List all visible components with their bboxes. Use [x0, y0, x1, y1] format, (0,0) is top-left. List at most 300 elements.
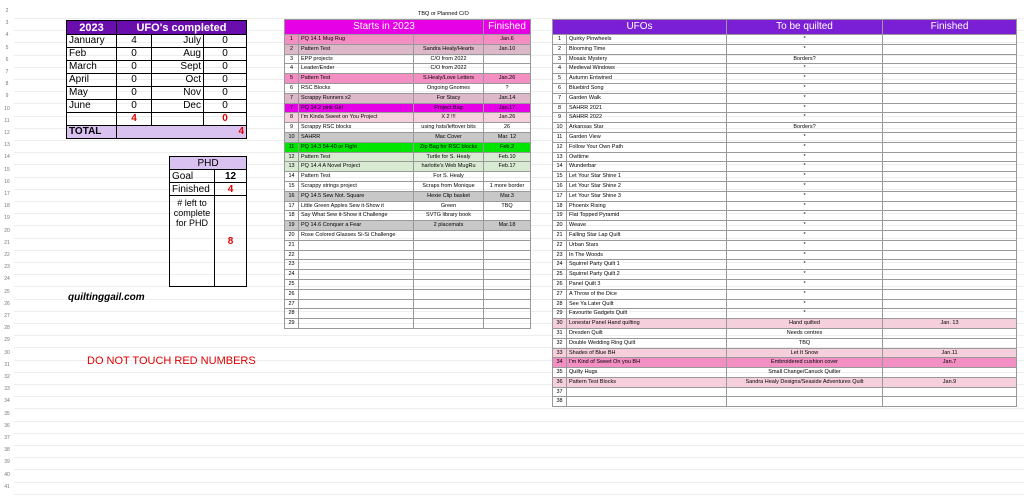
start-note[interactable]: Hexie Clip basket: [414, 191, 484, 201]
ufo-to-be-quilted[interactable]: *: [727, 44, 883, 54]
sheet-row-number[interactable]: 37: [4, 435, 10, 441]
start-number[interactable]: 12: [285, 152, 299, 162]
start-number[interactable]: 16: [285, 191, 299, 201]
start-number[interactable]: 3: [285, 54, 299, 64]
ufo-finished[interactable]: [883, 93, 1017, 103]
ufo-name[interactable]: SAHRR 2022: [567, 113, 727, 123]
ufo-number[interactable]: 25: [553, 270, 567, 280]
ufo-name[interactable]: Quilty Hugs: [567, 368, 727, 378]
start-note[interactable]: For S. Healy: [414, 172, 484, 182]
start-name[interactable]: Pattern Test: [299, 152, 414, 162]
start-number[interactable]: 7: [285, 93, 299, 103]
ufo-number[interactable]: 26: [553, 279, 567, 289]
ufo-name[interactable]: Mosaic Mystery: [567, 54, 727, 64]
ufo-number[interactable]: 6: [553, 83, 567, 93]
start-finished[interactable]: Jan.26: [484, 74, 531, 84]
ufo-to-be-quilted[interactable]: *: [727, 240, 883, 250]
ufo-to-be-quilted[interactable]: Borders?: [727, 54, 883, 64]
start-note[interactable]: [414, 240, 484, 250]
month-label[interactable]: Feb: [67, 48, 117, 61]
month-label[interactable]: May: [67, 87, 117, 100]
ufo-to-be-quilted[interactable]: *: [727, 230, 883, 240]
start-finished[interactable]: Jan.10: [484, 44, 531, 54]
sheet-row-number[interactable]: 27: [4, 313, 10, 319]
ufo-number[interactable]: 35: [553, 368, 567, 378]
ufo-to-be-quilted[interactable]: *: [727, 299, 883, 309]
start-finished[interactable]: [484, 54, 531, 64]
start-number[interactable]: 8: [285, 113, 299, 123]
sheet-row-number[interactable]: 28: [4, 325, 10, 332]
sheet-row-number[interactable]: 5: [5, 44, 9, 51]
ufo-number[interactable]: 17: [553, 191, 567, 201]
start-number[interactable]: 9: [285, 123, 299, 133]
ufo-name[interactable]: I'm Kind of Sweet On you BH: [567, 358, 727, 368]
month-count[interactable]: 0: [117, 48, 152, 61]
month-count[interactable]: 0: [204, 48, 247, 61]
ufo-number[interactable]: 38: [553, 397, 567, 407]
start-finished[interactable]: [484, 319, 531, 329]
start-finished[interactable]: [484, 211, 531, 221]
month-label[interactable]: Dec: [152, 100, 204, 113]
ufo-name[interactable]: Quirky Pinwheels: [567, 35, 727, 45]
start-note[interactable]: [414, 250, 484, 260]
start-number[interactable]: 18: [285, 211, 299, 221]
sheet-row-number[interactable]: 23: [4, 264, 10, 271]
sheet-row-number[interactable]: 38: [4, 447, 10, 454]
sheet-row-number[interactable]: 21: [4, 239, 10, 246]
sheet-row-number[interactable]: 31: [4, 361, 10, 368]
start-note[interactable]: Green: [414, 201, 484, 211]
ufo-to-be-quilted[interactable]: [727, 397, 883, 407]
ufo-name[interactable]: In The Woods: [567, 250, 727, 260]
ufo-finished[interactable]: [883, 328, 1017, 338]
ufo-to-be-quilted[interactable]: *: [727, 74, 883, 84]
ufo-finished[interactable]: [883, 397, 1017, 407]
start-number[interactable]: 2: [285, 44, 299, 54]
month-count[interactable]: 0: [117, 61, 152, 74]
month-label[interactable]: Sept: [152, 61, 204, 74]
ufo-finished[interactable]: [883, 54, 1017, 64]
month-count[interactable]: 0: [117, 74, 152, 87]
sheet-row-number[interactable]: 41: [4, 483, 10, 490]
ufo-name[interactable]: Let Your Star Shine 1: [567, 172, 727, 182]
ufo-number[interactable]: 29: [553, 309, 567, 319]
ufo-name[interactable]: Bluebird Song: [567, 83, 727, 93]
start-note[interactable]: Turtle for S. Healy: [414, 152, 484, 162]
start-name[interactable]: [299, 250, 414, 260]
start-finished[interactable]: [484, 299, 531, 309]
ufo-to-be-quilted[interactable]: TBQ: [727, 338, 883, 348]
ufo-finished[interactable]: [883, 74, 1017, 84]
start-finished[interactable]: [484, 279, 531, 289]
start-note[interactable]: C/O from 2022: [414, 64, 484, 74]
ufo-name[interactable]: Medieval Windows: [567, 64, 727, 74]
ufo-number[interactable]: 14: [553, 162, 567, 172]
sheet-row-number[interactable]: 4: [5, 32, 9, 39]
ufo-name[interactable]: Let Your Star Shine 3: [567, 191, 727, 201]
start-number[interactable]: 24: [285, 270, 299, 280]
sheet-row-number[interactable]: 11: [4, 117, 10, 124]
ufo-finished[interactable]: [883, 240, 1017, 250]
ufo-finished[interactable]: [883, 132, 1017, 142]
sheet-row-number[interactable]: 9: [5, 93, 9, 100]
month-count[interactable]: 0: [204, 61, 247, 74]
start-number[interactable]: 13: [285, 162, 299, 172]
ufo-name[interactable]: Pattern Test Blocks: [567, 377, 727, 387]
ufo-number[interactable]: 13: [553, 152, 567, 162]
start-name[interactable]: PQ 14.1 Mug Rug: [299, 35, 414, 45]
month-label[interactable]: April: [67, 74, 117, 87]
start-finished[interactable]: Feb.10: [484, 152, 531, 162]
ufo-number[interactable]: 34: [553, 358, 567, 368]
sheet-row-number[interactable]: 10: [4, 105, 10, 112]
start-number[interactable]: 7: [285, 103, 299, 113]
ufo-to-be-quilted[interactable]: *: [727, 201, 883, 211]
start-name[interactable]: [299, 309, 414, 319]
ufo-number[interactable]: 12: [553, 142, 567, 152]
ufo-number[interactable]: 2: [553, 44, 567, 54]
start-note[interactable]: [414, 270, 484, 280]
ufo-finished[interactable]: [883, 103, 1017, 113]
start-number[interactable]: 17: [285, 201, 299, 211]
month-count[interactable]: 0: [204, 35, 247, 48]
month-label[interactable]: Oct: [152, 74, 204, 87]
ufo-to-be-quilted[interactable]: *: [727, 191, 883, 201]
ufo-name[interactable]: Falling Star Lap Quilt: [567, 230, 727, 240]
sheet-row-number[interactable]: 17: [4, 191, 10, 197]
start-finished[interactable]: [484, 309, 531, 319]
ufo-finished[interactable]: [883, 142, 1017, 152]
start-name[interactable]: PQ 14.5 Sew Not. Square: [299, 191, 414, 201]
ufo-number[interactable]: 9: [553, 113, 567, 123]
start-number[interactable]: 26: [285, 289, 299, 299]
ufo-finished[interactable]: [883, 230, 1017, 240]
ufo-finished[interactable]: [883, 191, 1017, 201]
start-finished[interactable]: 1 more border: [484, 181, 531, 191]
ufo-to-be-quilted[interactable]: Let It Snow: [727, 348, 883, 358]
sheet-row-number[interactable]: 8: [5, 81, 9, 88]
month-count[interactable]: 0: [204, 100, 247, 113]
start-name[interactable]: Say What Sew it-Show it Challenge: [299, 211, 414, 221]
ufo-name[interactable]: Flat Topped Pyramid: [567, 211, 727, 221]
start-number[interactable]: 6: [285, 83, 299, 93]
start-finished[interactable]: ?: [484, 83, 531, 93]
ufo-number[interactable]: 30: [553, 319, 567, 329]
start-finished[interactable]: [484, 289, 531, 299]
start-number[interactable]: 1: [285, 35, 299, 45]
ufo-number[interactable]: 15: [553, 172, 567, 182]
ufo-finished[interactable]: [883, 299, 1017, 309]
start-name[interactable]: Pattern Test: [299, 44, 414, 54]
start-number[interactable]: 29: [285, 319, 299, 329]
sheet-row-number[interactable]: 36: [4, 422, 10, 429]
start-note[interactable]: SVTG library book: [414, 211, 484, 221]
ufo-name[interactable]: Owltime: [567, 152, 727, 162]
sheet-row-number[interactable]: 33: [4, 386, 10, 393]
start-note[interactable]: Project Bag: [414, 103, 484, 113]
month-label[interactable]: March: [67, 61, 117, 74]
start-number[interactable]: 15: [285, 181, 299, 191]
ufo-number[interactable]: 11: [553, 132, 567, 142]
ufo-name[interactable]: Favourite Gadgets Quilt: [567, 309, 727, 319]
start-number[interactable]: 5: [285, 74, 299, 84]
start-number[interactable]: 28: [285, 309, 299, 319]
sheet-row-number[interactable]: 7: [5, 69, 9, 75]
ufo-name[interactable]: Urban Stars: [567, 240, 727, 250]
ufo-to-be-quilted[interactable]: *: [727, 152, 883, 162]
start-finished[interactable]: Feb.2: [484, 142, 531, 152]
ufo-to-be-quilted[interactable]: *: [727, 64, 883, 74]
ufo-finished[interactable]: [883, 309, 1017, 319]
month-count[interactable]: 0: [117, 100, 152, 113]
start-name[interactable]: [299, 260, 414, 270]
ufo-name[interactable]: Wunderbar: [567, 162, 727, 172]
sheet-row-number[interactable]: 35: [4, 410, 10, 417]
ufo-finished[interactable]: [883, 123, 1017, 133]
ufo-number[interactable]: 24: [553, 260, 567, 270]
ufo-name[interactable]: [567, 387, 727, 397]
start-note[interactable]: [414, 230, 484, 240]
sheet-row-number[interactable]: 29: [4, 337, 10, 344]
sheet-row-number[interactable]: 39: [4, 459, 10, 466]
ufo-finished[interactable]: [883, 250, 1017, 260]
start-finished[interactable]: 26: [484, 123, 531, 133]
start-finished[interactable]: Jan.6: [484, 35, 531, 45]
ufo-finished[interactable]: [883, 64, 1017, 74]
start-name[interactable]: [299, 319, 414, 329]
start-finished[interactable]: TBQ: [484, 201, 531, 211]
ufo-to-be-quilted[interactable]: *: [727, 142, 883, 152]
ufo-finished[interactable]: [883, 172, 1017, 182]
month-label[interactable]: July: [152, 35, 204, 48]
start-finished[interactable]: [484, 240, 531, 250]
month-count[interactable]: 0: [117, 87, 152, 100]
start-name[interactable]: I'm Kinda Sweet on You Project: [299, 113, 414, 123]
start-number[interactable]: 14: [285, 172, 299, 182]
start-finished[interactable]: [484, 250, 531, 260]
ufo-name[interactable]: Garden View: [567, 132, 727, 142]
ufo-finished[interactable]: [883, 221, 1017, 231]
ufo-number[interactable]: 32: [553, 338, 567, 348]
ufo-number[interactable]: 4: [553, 64, 567, 74]
ufo-finished[interactable]: [883, 201, 1017, 211]
start-note[interactable]: [414, 260, 484, 270]
ufo-to-be-quilted[interactable]: *: [727, 289, 883, 299]
sheet-row-number[interactable]: 25: [4, 288, 10, 295]
start-finished[interactable]: [484, 172, 531, 182]
ufo-to-be-quilted[interactable]: *: [727, 132, 883, 142]
ufo-number[interactable]: 5: [553, 74, 567, 84]
start-name[interactable]: RSC Blocks: [299, 83, 414, 93]
ufo-number[interactable]: 22: [553, 240, 567, 250]
ufo-to-be-quilted[interactable]: *: [727, 83, 883, 93]
start-note[interactable]: using hsts/leftover bits: [414, 123, 484, 133]
ufo-number[interactable]: 36: [553, 377, 567, 387]
ufo-name[interactable]: See Ya Later Quilt: [567, 299, 727, 309]
ufo-number[interactable]: 3: [553, 54, 567, 64]
ufo-to-be-quilted[interactable]: [727, 387, 883, 397]
sheet-row-number[interactable]: 30: [4, 349, 10, 356]
sheet-row-number[interactable]: 22: [4, 252, 10, 258]
month-label[interactable]: Nov: [152, 87, 204, 100]
start-name[interactable]: PQ 14.3 54-40 or Fight: [299, 142, 414, 152]
ufo-name[interactable]: Squirrel Party Quilt 1: [567, 260, 727, 270]
ufo-finished[interactable]: [883, 44, 1017, 54]
ufo-number[interactable]: 7: [553, 93, 567, 103]
start-name[interactable]: [299, 279, 414, 289]
month-label[interactable]: Aug: [152, 48, 204, 61]
start-name[interactable]: Pattern Test: [299, 74, 414, 84]
ufo-finished[interactable]: [883, 113, 1017, 123]
ufo-to-be-quilted[interactable]: *: [727, 260, 883, 270]
start-note[interactable]: Zip Bag for RSC blocks: [414, 142, 484, 152]
sheet-row-number[interactable]: 14: [4, 154, 10, 161]
ufo-number[interactable]: 23: [553, 250, 567, 260]
ufo-name[interactable]: Double Wedding Ring Quilt: [567, 338, 727, 348]
sheet-row-number[interactable]: 19: [4, 215, 10, 222]
start-name[interactable]: Pattern Test: [299, 172, 414, 182]
start-finished[interactable]: Jan.17: [484, 103, 531, 113]
ufo-name[interactable]: Panel Quilt 3: [567, 279, 727, 289]
sheet-row-number[interactable]: 26: [4, 300, 10, 307]
ufo-to-be-quilted[interactable]: *: [727, 93, 883, 103]
sheet-row-number[interactable]: 2: [5, 8, 9, 14]
ufo-to-be-quilted[interactable]: *: [727, 211, 883, 221]
ufo-name[interactable]: Phoenix Rising: [567, 201, 727, 211]
start-name[interactable]: PQ 14.4 A Novel Project: [299, 162, 414, 172]
sheet-row-number[interactable]: 12: [4, 130, 10, 136]
start-finished[interactable]: Mar.3: [484, 191, 531, 201]
start-note[interactable]: C/O from 2022: [414, 54, 484, 64]
start-number[interactable]: 20: [285, 230, 299, 240]
start-name[interactable]: Scrappy strings project: [299, 181, 414, 191]
ufo-to-be-quilted[interactable]: Borders?: [727, 123, 883, 133]
ufo-finished[interactable]: [883, 270, 1017, 280]
ufo-to-be-quilted[interactable]: *: [727, 309, 883, 319]
start-name[interactable]: EPP projects: [299, 54, 414, 64]
ufo-name[interactable]: Weave: [567, 221, 727, 231]
start-number[interactable]: 10: [285, 132, 299, 142]
ufo-number[interactable]: 37: [553, 387, 567, 397]
start-name[interactable]: [299, 289, 414, 299]
start-note[interactable]: For Stacy: [414, 93, 484, 103]
ufo-number[interactable]: 16: [553, 181, 567, 191]
ufo-finished[interactable]: [883, 162, 1017, 172]
ufo-finished[interactable]: [883, 35, 1017, 45]
start-finished[interactable]: [484, 230, 531, 240]
ufo-number[interactable]: 33: [553, 348, 567, 358]
start-note[interactable]: harlotte's Web MugRu: [414, 162, 484, 172]
ufo-number[interactable]: 18: [553, 201, 567, 211]
start-note[interactable]: Sandra Healy/Hearts: [414, 44, 484, 54]
ufo-finished[interactable]: [883, 211, 1017, 221]
ufo-finished[interactable]: [883, 368, 1017, 378]
start-note[interactable]: Ongoing Gnomes: [414, 83, 484, 93]
sheet-row-number[interactable]: 20: [4, 227, 10, 234]
start-note[interactable]: 2 placemats: [414, 221, 484, 231]
sheet-row-number[interactable]: 18: [4, 203, 10, 210]
start-note[interactable]: [414, 319, 484, 329]
start-finished[interactable]: Feb.17: [484, 162, 531, 172]
month-count[interactable]: 0: [204, 87, 247, 100]
sheet-row-number[interactable]: 15: [4, 166, 10, 173]
ufo-to-be-quilted[interactable]: *: [727, 172, 883, 182]
month-count[interactable]: 0: [204, 74, 247, 87]
ufo-finished[interactable]: Jan.9: [883, 377, 1017, 387]
ufo-finished[interactable]: [883, 181, 1017, 191]
start-note[interactable]: [414, 279, 484, 289]
ufo-finished[interactable]: [883, 289, 1017, 299]
start-finished[interactable]: [484, 270, 531, 280]
ufo-finished[interactable]: [883, 387, 1017, 397]
ufo-number[interactable]: 27: [553, 289, 567, 299]
start-finished[interactable]: [484, 64, 531, 74]
start-name[interactable]: [299, 270, 414, 280]
ufo-to-be-quilted[interactable]: *: [727, 181, 883, 191]
ufo-number[interactable]: 1: [553, 35, 567, 45]
ufo-to-be-quilted[interactable]: *: [727, 35, 883, 45]
ufo-to-be-quilted[interactable]: *: [727, 279, 883, 289]
start-name[interactable]: Rose Colored Glasses Si-Si Challenge: [299, 230, 414, 240]
ufo-to-be-quilted[interactable]: *: [727, 113, 883, 123]
ufo-finished[interactable]: Jan. 13: [883, 319, 1017, 329]
month-label[interactable]: June: [67, 100, 117, 113]
ufo-name[interactable]: Dresden Quilt: [567, 328, 727, 338]
start-name[interactable]: Scrappy RSC blocks: [299, 123, 414, 133]
start-name[interactable]: Little Green Apples Sew it-Show it: [299, 201, 414, 211]
start-finished[interactable]: Jan.14: [484, 93, 531, 103]
ufo-number[interactable]: 31: [553, 328, 567, 338]
ufo-number[interactable]: 19: [553, 211, 567, 221]
start-number[interactable]: 21: [285, 240, 299, 250]
start-note[interactable]: X 2 !!!: [414, 113, 484, 123]
ufo-finished[interactable]: [883, 260, 1017, 270]
ufo-finished[interactable]: [883, 152, 1017, 162]
ufo-to-be-quilted[interactable]: Needs centres: [727, 328, 883, 338]
ufo-finished[interactable]: [883, 83, 1017, 93]
ufo-name[interactable]: Follow Your Own Path: [567, 142, 727, 152]
start-note[interactable]: [414, 299, 484, 309]
ufo-finished[interactable]: Jan.11: [883, 348, 1017, 358]
month-count[interactable]: 4: [117, 35, 152, 48]
ufo-to-be-quilted[interactable]: Sandra Healy Designs/Seaside Adventures Quilt: [727, 377, 883, 387]
ufo-number[interactable]: 28: [553, 299, 567, 309]
start-number[interactable]: 4: [285, 64, 299, 74]
ufo-name[interactable]: SAHRR 2021: [567, 103, 727, 113]
start-note[interactable]: Scraps from Monique: [414, 181, 484, 191]
ufo-number[interactable]: 10: [553, 123, 567, 133]
start-finished[interactable]: [484, 260, 531, 270]
start-number[interactable]: 19: [285, 221, 299, 231]
ufo-to-be-quilted[interactable]: *: [727, 250, 883, 260]
start-finished[interactable]: Mar.18: [484, 221, 531, 231]
ufo-name[interactable]: [567, 397, 727, 407]
ufo-to-be-quilted[interactable]: *: [727, 221, 883, 231]
ufo-finished[interactable]: [883, 279, 1017, 289]
ufo-number[interactable]: 21: [553, 230, 567, 240]
ufo-name[interactable]: Arkansas Star: [567, 123, 727, 133]
ufo-finished[interactable]: Jan.7: [883, 358, 1017, 368]
sheet-row-number[interactable]: 40: [4, 471, 10, 478]
ufo-name[interactable]: Lonestar Panel Hand quilting: [567, 319, 727, 329]
start-number[interactable]: 22: [285, 250, 299, 260]
start-name[interactable]: [299, 240, 414, 250]
ufo-to-be-quilted[interactable]: *: [727, 162, 883, 172]
ufo-name[interactable]: Autumn Entwined: [567, 74, 727, 84]
start-name[interactable]: SAHRR: [299, 132, 414, 142]
ufo-to-be-quilted[interactable]: *: [727, 103, 883, 113]
start-finished[interactable]: Mar. 12: [484, 132, 531, 142]
